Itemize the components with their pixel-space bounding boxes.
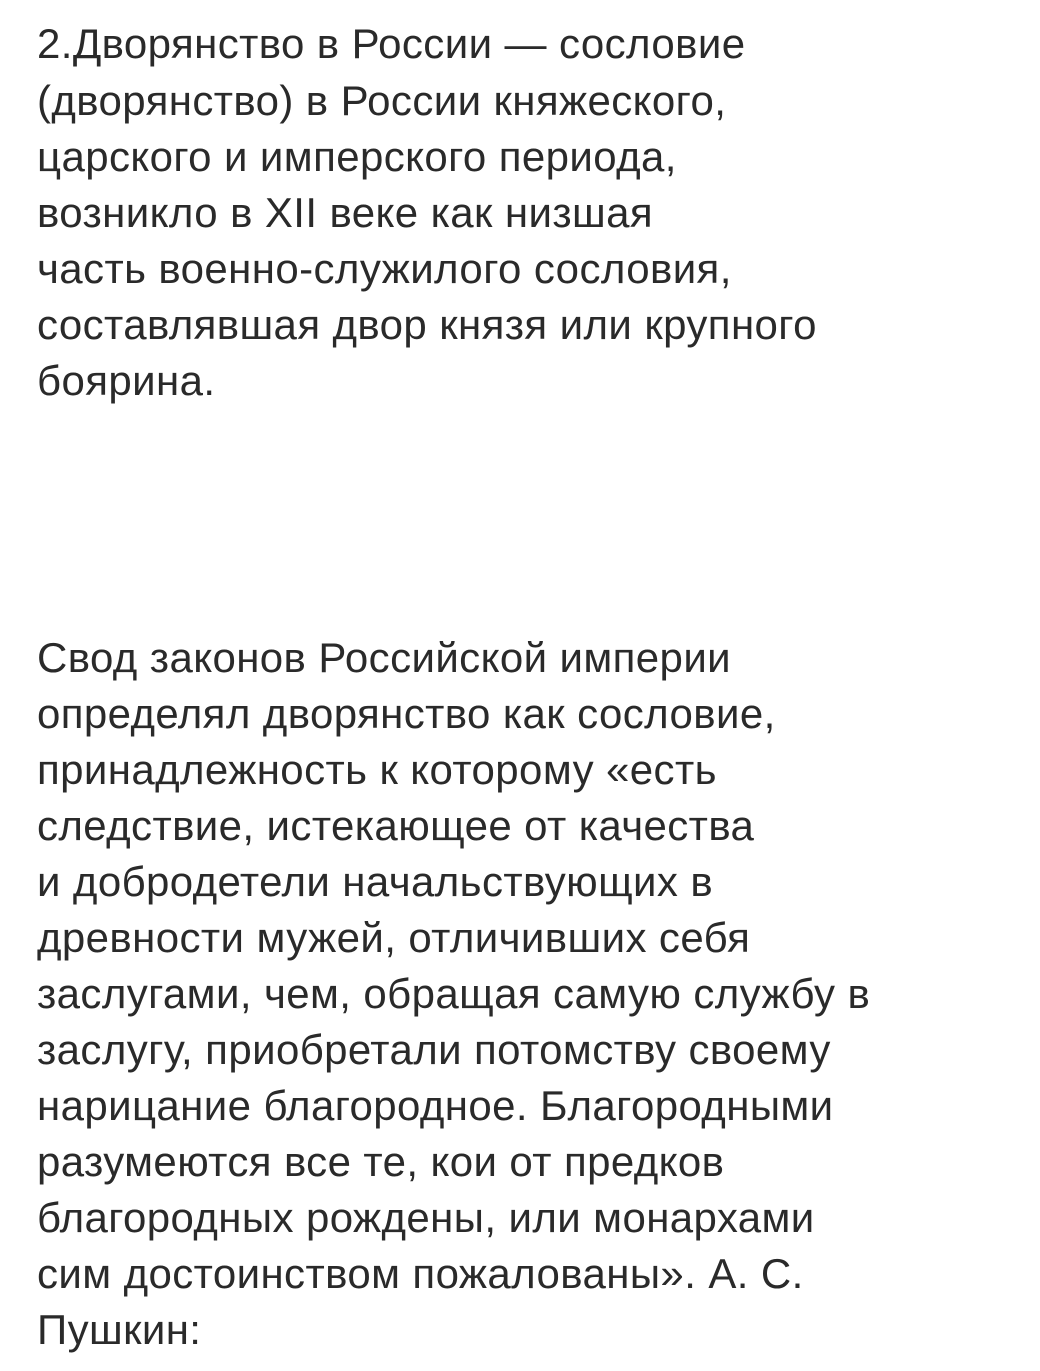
- text-line: сим достоинством пожалованы». А. С.: [37, 1250, 804, 1297]
- text-line: царского и имперского периода,: [37, 133, 677, 180]
- text-line: 2.Дворянство в России — сословие: [37, 20, 746, 67]
- text-line: принадлежность к которому «есть: [37, 746, 717, 793]
- text-line: заслугами, чем, обращая самую службу в: [37, 970, 871, 1017]
- text-line: боярина.: [37, 357, 216, 404]
- text-line: разумеются все те, кои от предков: [37, 1138, 725, 1185]
- text-line: определял дворянство как сословие,: [37, 690, 776, 737]
- text-line: возникло в XII веке как низшая: [37, 189, 653, 236]
- text-line: следствие, истекающее от качества: [37, 802, 755, 849]
- text-line: часть военно-служилого сословия,: [37, 245, 732, 292]
- text-line: благородных рождены, или монархами: [37, 1194, 815, 1241]
- text-line: Пушкин:: [37, 1306, 202, 1353]
- text-line: нарицание благородное. Благородными: [37, 1082, 834, 1129]
- text-line: (дворянство) в России княжеского,: [37, 77, 727, 124]
- text-line: древности мужей, отличивших себя: [37, 914, 751, 961]
- text-line: заслугу, приобретали потомству своему: [37, 1026, 831, 1073]
- text-line: составлявшая двор князя или крупного: [37, 301, 817, 348]
- text-line: Свод законов Российской империи: [37, 634, 732, 681]
- text-line: и добродетели начальствующих в: [37, 858, 714, 905]
